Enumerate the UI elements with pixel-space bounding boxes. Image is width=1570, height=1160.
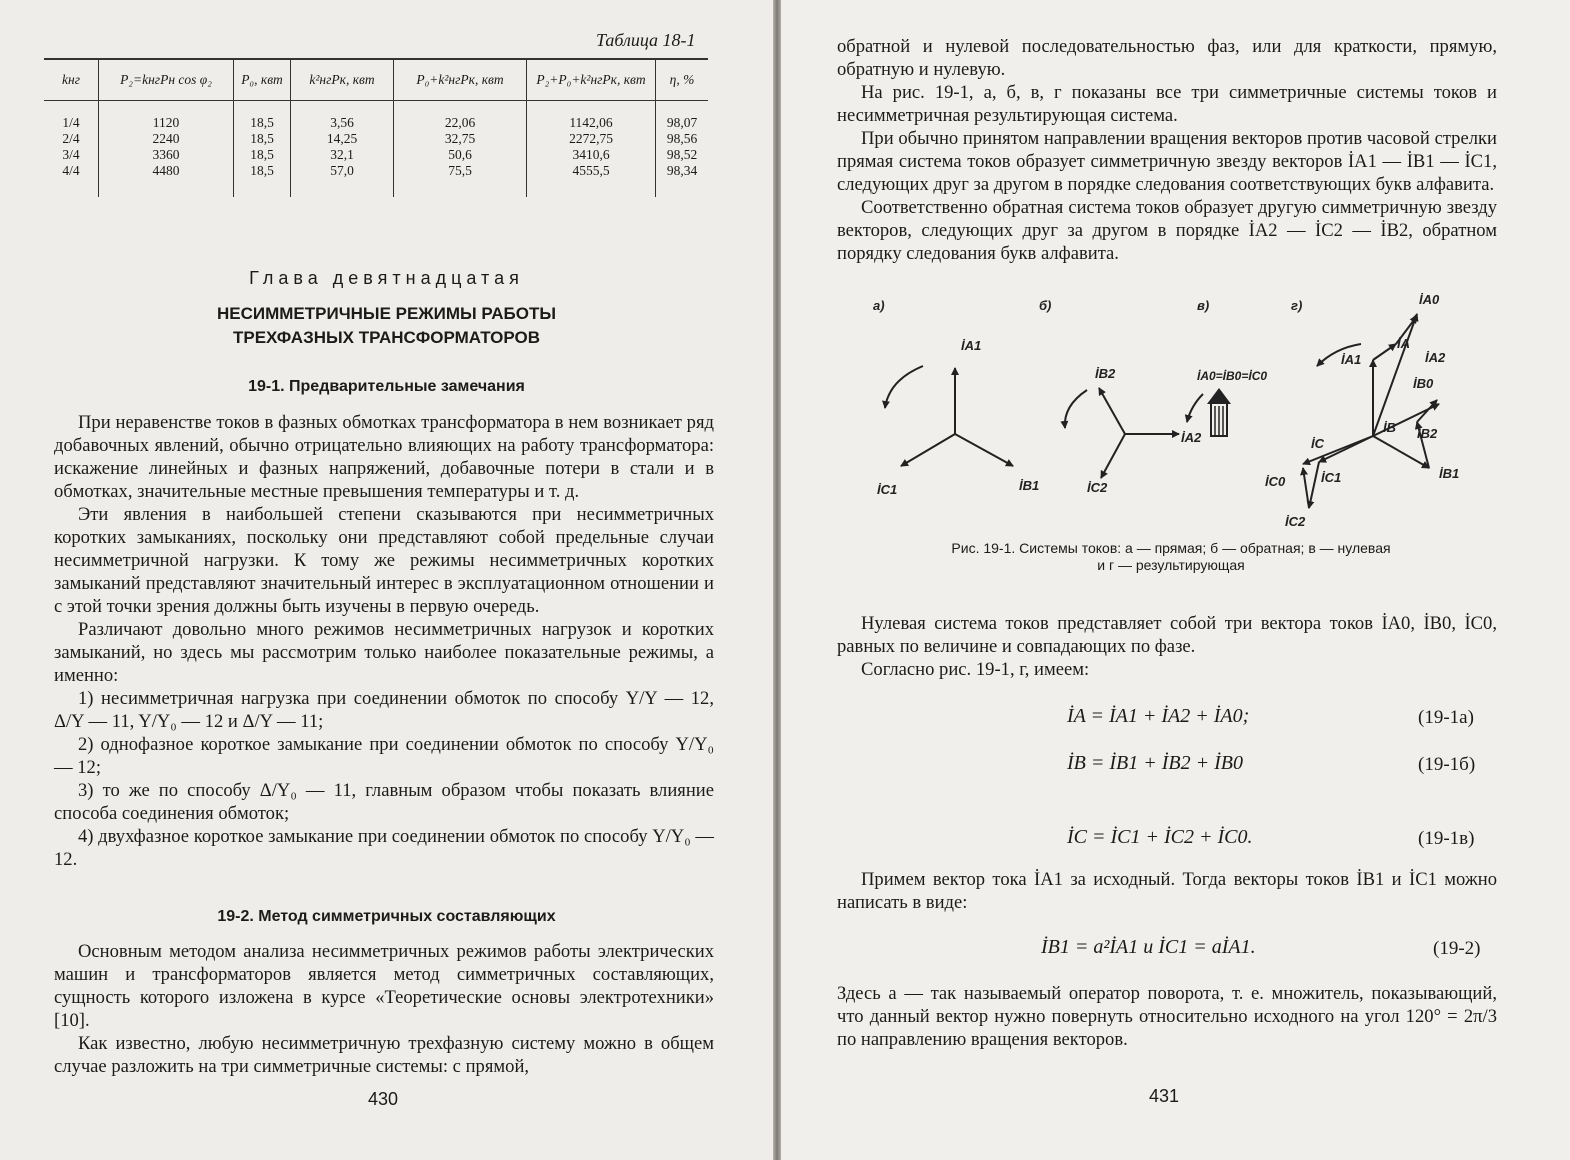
table-cell: 98,56 bbox=[656, 131, 709, 147]
equation: İB = İB1 + İB2 + İB0 bbox=[1067, 752, 1243, 774]
vector-label: İA0 bbox=[1419, 292, 1440, 307]
equation-number: (19-2) bbox=[1433, 938, 1481, 959]
table-cell: 1142,06 bbox=[527, 101, 656, 132]
vector-ic2 bbox=[1101, 434, 1125, 478]
table-cell: 3/4 bbox=[62, 147, 80, 162]
table-header: P₀+k²нгPк, квт bbox=[394, 60, 527, 101]
vector-label: İC bbox=[1311, 436, 1324, 451]
vector-label: İC2 bbox=[1285, 514, 1306, 529]
table-cell: 18,5 bbox=[234, 147, 291, 163]
right-body-4 bbox=[837, 982, 1497, 1051]
table-header: P₂+P₀+k²нгPк, квт bbox=[527, 60, 656, 101]
table-row bbox=[44, 101, 708, 132]
paragraph: Основным методом анализа несимметричных режимов работы электрических машин и трансформаторов является метод симметричных составляющих, сущность которого изложена в курсе «Теоретические основы электротехники» [10]. bbox=[54, 941, 714, 1031]
figure-caption-line: и г — результирующая bbox=[1097, 557, 1245, 573]
vector-label: İC1 bbox=[877, 482, 898, 497]
vector-ib0-d bbox=[1417, 400, 1437, 422]
panel-label: г) bbox=[1291, 298, 1303, 313]
page-number: 431 bbox=[1149, 1086, 1180, 1106]
table-cell bbox=[656, 179, 709, 197]
paragraph: Нулевая система токов представляет собой три вектора токов İA0, İB0, İC0, равных по величине и совпадающих по фазе. bbox=[837, 613, 1497, 657]
paragraph: При неравенстве токов в фазных обмотках трансформатора в нем возникает ряд добавочных явлений, обычно отрицательно влияющих на работу трансформатора: искажение линейных и фазных напряжений, добавочные потери в стали и в обмотках, значительные местные превышения температуры и т. д. bbox=[54, 412, 714, 502]
table-cell: 50,6 bbox=[394, 147, 527, 163]
table-cell: 3410,6 bbox=[527, 147, 656, 163]
panel-label: в) bbox=[1197, 298, 1210, 313]
data-table bbox=[44, 60, 708, 197]
paragraph: Эти явления в наибольшей степени сказываются при несимметричных коротких замыканиях, поскольку они представляют собой предельные случаи несимметричной нагрузки. К тому же режимы несимметричных коротких замыканий представляют значительный интерес в эксплуатационном отношении и с этой точки зрения должны быть изучены в первую очередь. bbox=[54, 504, 714, 617]
table-row bbox=[44, 163, 708, 179]
table-header-row bbox=[44, 60, 708, 101]
right-body-2 bbox=[837, 612, 1497, 681]
table-cell: 2272,75 bbox=[527, 131, 656, 147]
paragraph: При обычно принятом направлении вращения векторов против часовой стрелки прямая система токов образует симметричную звезду векторов İA1 — İB1 — İC1, следующих друг за другом в порядке следования соответствующих букв алфавита. bbox=[837, 128, 1497, 195]
figure-19-1 bbox=[851, 282, 1491, 537]
vector-ib2 bbox=[1099, 388, 1125, 434]
vector-ic0-d bbox=[1303, 468, 1309, 508]
vector-label: İA1 bbox=[961, 338, 982, 353]
equation-number: (19-1б) bbox=[1418, 754, 1476, 775]
paragraph: Различают довольно много режимов несимметричных нагрузок и коротких замыканий, но здесь мы рассмотрим только наиболее показательные режимы, а именно: bbox=[54, 619, 714, 686]
section-title: 19-1. Предварительные замечания bbox=[248, 378, 525, 395]
chapter-title-line2: ТРЕХФАЗНЫХ ТРАНСФОРМАТОРОВ bbox=[232, 328, 541, 347]
table-cell: 18,5 bbox=[234, 163, 291, 179]
right-page bbox=[781, 0, 1570, 1160]
vector-label: İC2 bbox=[1087, 480, 1108, 495]
table-cell bbox=[394, 179, 527, 197]
table-cell: 98,34 bbox=[656, 163, 709, 179]
vector-ic1-d bbox=[1319, 436, 1373, 462]
left-body-1 bbox=[54, 411, 714, 871]
figure-caption-line: Рис. 19-1. Системы токов: а — прямая; б — обратная; в — нулевая bbox=[951, 540, 1391, 556]
vector-label: İB0 bbox=[1413, 376, 1434, 391]
list-item: 3) то же по способу Δ/Y₀ — 11, главным образом чтобы показать влияние способа соединения обмоток; bbox=[54, 780, 714, 824]
vector-ic2-d bbox=[1309, 462, 1319, 508]
paragraph: Как известно, любую несимметричную трехфазную систему можно в общем случае разложить на три симметричные системы: с прямой, bbox=[54, 1033, 714, 1077]
table-cell: 18,5 bbox=[234, 101, 291, 132]
right-body-1 bbox=[837, 35, 1497, 265]
vector-label: İA2 bbox=[1181, 430, 1202, 445]
vector-label: İC1 bbox=[1321, 470, 1342, 485]
table-spacer-row bbox=[44, 179, 708, 197]
table-cell: 2240 bbox=[99, 131, 234, 147]
table-cell bbox=[99, 179, 234, 197]
left-page bbox=[0, 0, 773, 1160]
table-cell: 98,07 bbox=[656, 101, 709, 132]
panel-label: а) bbox=[873, 298, 885, 313]
table-body bbox=[44, 101, 708, 198]
vector-label: İA bbox=[1397, 336, 1410, 351]
list-item: 4) двухфазное короткое замыкание при соединении обмоток по способу Y/Y₀ — 12. bbox=[54, 826, 714, 870]
table-cell: 22,06 bbox=[394, 101, 527, 132]
table-cell: 32,75 bbox=[394, 131, 527, 147]
rotation-arrow-c bbox=[1187, 394, 1203, 422]
vector-label: İB1 bbox=[1019, 478, 1040, 493]
table-cell: 98,52 bbox=[656, 147, 709, 163]
table-cell: 4480 bbox=[99, 163, 234, 179]
left-body-2 bbox=[54, 940, 714, 1078]
list-item: 2) однофазное короткое замыкание при соединении обмоток по способу Y/Y₀ — 12; bbox=[54, 734, 714, 778]
table-cell: 1/4 bbox=[62, 115, 80, 130]
equation: İB1 = a²İA1 и İC1 = aİA1. bbox=[1041, 936, 1256, 958]
table-row bbox=[44, 131, 708, 147]
table-caption: Таблица 18-1 bbox=[596, 30, 696, 50]
paragraph: Здесь a — так называемый оператор поворота, т. е. множитель, показывающий, что данный вектор нужно повернуть относительно исходного на угол 120° = 2π/3 по направлению вращения векторов. bbox=[837, 983, 1497, 1050]
table-cell bbox=[527, 179, 656, 197]
table-header: k²нгPк, квт bbox=[291, 60, 394, 101]
vector-label: İB2 bbox=[1095, 366, 1116, 381]
book-gutter bbox=[773, 0, 781, 1160]
equation-number: (19-1а) bbox=[1418, 707, 1474, 728]
table-header: P₂=kнгPн cos φ₂ bbox=[99, 60, 234, 101]
rotation-arrow-b bbox=[1065, 390, 1087, 428]
table-cell bbox=[44, 179, 99, 197]
table-cell: 2/4 bbox=[62, 131, 80, 146]
right-body-3 bbox=[837, 868, 1497, 914]
section-title: 19-2. Метод симметричных составляющих bbox=[217, 908, 556, 925]
paragraph: На рис. 19-1, а, б, в, г показаны все три симметричные системы токов и несимметричная результирующая система. bbox=[837, 82, 1497, 126]
table-cell: 4/4 bbox=[62, 163, 80, 178]
table-cell: 4555,5 bbox=[527, 163, 656, 179]
vector-label: İA0=İB0=İC0 bbox=[1197, 369, 1268, 383]
panel-label: б) bbox=[1039, 298, 1052, 313]
table-cell: 75,5 bbox=[394, 163, 527, 179]
table-row bbox=[44, 147, 708, 163]
vector-ib1 bbox=[955, 434, 1013, 466]
table-cell: 1120 bbox=[99, 101, 234, 132]
figure-caption bbox=[851, 540, 1491, 574]
rotation-arrow-a bbox=[885, 366, 923, 408]
equation-number: (19-1в) bbox=[1418, 828, 1475, 849]
paragraph: Примем вектор тока İA1 за исходный. Тогда векторы токов İB1 и İC1 можно написать в виде: bbox=[837, 869, 1497, 913]
paragraph: обратной и нулевой последовательностью фаз, или для краткости, прямую, обратную и нулевую. bbox=[837, 36, 1497, 80]
table-cell: 32,1 bbox=[291, 147, 394, 163]
vector-label: İB bbox=[1383, 420, 1396, 435]
chapter-title-line1: НЕСИММЕТРИЧНЫЕ РЕЖИМЫ РАБОТЫ bbox=[216, 304, 557, 323]
table-header: η, % bbox=[656, 60, 709, 101]
table-cell: 57,0 bbox=[291, 163, 394, 179]
vector-label: İC0 bbox=[1265, 474, 1286, 489]
paragraph: Согласно рис. 19-1, г, имеем: bbox=[861, 659, 1090, 680]
table-cell: 3,56 bbox=[291, 101, 394, 132]
vector-label: İB2 bbox=[1417, 426, 1438, 441]
page-number: 430 bbox=[368, 1089, 399, 1109]
zero-sequence-symbol bbox=[1207, 388, 1231, 436]
equation: İA = İA1 + İA2 + İA0; bbox=[1067, 705, 1250, 727]
table-cell bbox=[234, 179, 291, 197]
vector-label: İA2 bbox=[1425, 350, 1446, 365]
vector-label: İB1 bbox=[1439, 466, 1460, 481]
vector-label: İA1 bbox=[1341, 352, 1362, 367]
table-header: kнг bbox=[44, 60, 99, 101]
table-header: P₀, квт bbox=[234, 60, 291, 101]
vector-ic1 bbox=[901, 434, 955, 466]
equation: İC = İC1 + İC2 + İC0. bbox=[1067, 826, 1253, 848]
table-cell: 18,5 bbox=[234, 131, 291, 147]
table-cell: 3360 bbox=[99, 147, 234, 163]
vector-ia2-d bbox=[1373, 344, 1396, 360]
table-cell bbox=[291, 179, 394, 197]
chapter-label: Глава девятнадцатая bbox=[249, 268, 524, 288]
paragraph: Соответственно обратная система токов образует другую симметричную звезду векторов, следующих друг за другом в порядке İA2 — İC2 — İB2, обратном порядку следования букв алфавита. bbox=[837, 197, 1497, 264]
list-item: 1) несимметричная нагрузка при соединении обмоток по способу Y/Y — 12, Δ/Y — 11, Y/Y₀ — 12 и Δ/Y — 11; bbox=[54, 688, 714, 732]
table-cell: 14,25 bbox=[291, 131, 394, 147]
